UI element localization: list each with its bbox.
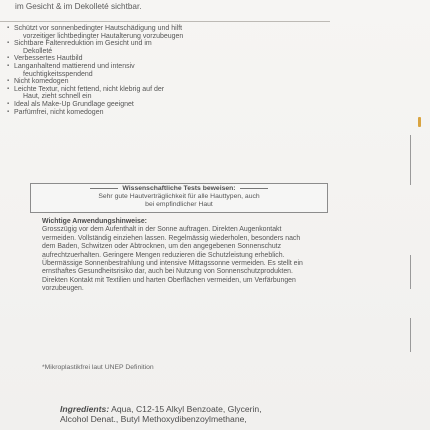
usage-title: Wichtige Anwendungshinweise:	[42, 218, 147, 225]
benefit-text: Sichtbare Faltenreduktion im Gesicht und im	[14, 40, 152, 48]
benefit-text: Parfümfrei, nicht komedogen	[14, 108, 104, 116]
benefit-item	[10, 78, 340, 86]
divider	[410, 318, 411, 352]
benefit-item	[10, 55, 340, 63]
benefit-text: Nicht komedogen	[14, 78, 69, 86]
ingredients-block	[60, 404, 420, 424]
tests-line: Sehr gute Hautverträglichkeit für alle Hauttypen, auch	[98, 193, 260, 200]
benefit-item	[10, 86, 340, 94]
ingredients-title: Ingredients:	[60, 404, 110, 414]
divider	[0, 21, 330, 22]
benefit-cont: Dekolleté	[23, 47, 53, 55]
divider	[410, 255, 411, 289]
benefit-item	[10, 109, 340, 117]
tests-line: bei empfindlicher Haut	[145, 201, 213, 208]
header-line: im Gesicht & im Dekolleté sichtbar.	[15, 2, 142, 11]
benefit-item	[10, 101, 340, 109]
benefit-cont: Haut, zieht schnell ein	[23, 93, 92, 101]
benefit-item	[10, 25, 340, 33]
benefit-text: Verbessertes Hautbild	[14, 55, 83, 63]
usage-instructions	[42, 218, 312, 294]
accent-mark	[418, 117, 421, 127]
benefit-text: Langanhaltend mattierend und intensiv	[14, 62, 135, 70]
scientific-tests-box	[30, 183, 328, 213]
benefits-list	[10, 25, 340, 116]
usage-text: Grosszügig vor dem Aufenthalt in der Sonne auftragen. Direkten Augenkontakt vermeiden. Vollständig einziehen lassen. Regelmässig wiederholen, besonders nach dem Baden, Schwitzen oder Abtrocknen, um den angegebenen Sonnenschutz aufrechtzuerhalten. Geringere Mengen reduzieren die Schutzleistung erheblich. Übermässige Sonnenbestrahlung und intensive Mittagssonne vermeiden. Es stellt ein ernsthaftes Gesundheitsrisiko dar, auch bei Nutzung von Sonnenschutzprodukten. Direkten Kontakt mit Textilien und harten Oberflächen vermeiden, um Verfärbungen vorzubeugen.	[42, 226, 303, 293]
ingredients-line: Aqua, C12-15 Alkyl Benzoate, Glycerin,	[111, 404, 262, 414]
ingredients-line: Alcohol Denat., Butyl Methoxydibenzoylmethane,	[60, 414, 247, 424]
benefit-cont: vorzeitiger lichtbedingter Hautalterung vorzubeugen	[23, 32, 184, 40]
benefit-item	[10, 63, 340, 71]
header-strip	[0, 0, 330, 22]
benefit-cont: feuchtigkeitsspendend	[23, 70, 93, 78]
benefit-text: Ideal als Make-Up Grundlage geeignet	[14, 100, 134, 108]
divider	[410, 135, 411, 185]
benefit-item	[10, 40, 340, 48]
microplastic-footnote: *Mikroplastikfrei laut UNEP Definition	[42, 364, 154, 371]
benefit-text: Schützt vor sonnenbedingter Hautschädigung und hilft	[14, 25, 183, 32]
benefit-text: Leichte Textur, nicht fettend, nicht klebrig auf der	[14, 85, 165, 93]
tests-heading: Wissenschaftliche Tests beweisen:	[31, 185, 327, 193]
